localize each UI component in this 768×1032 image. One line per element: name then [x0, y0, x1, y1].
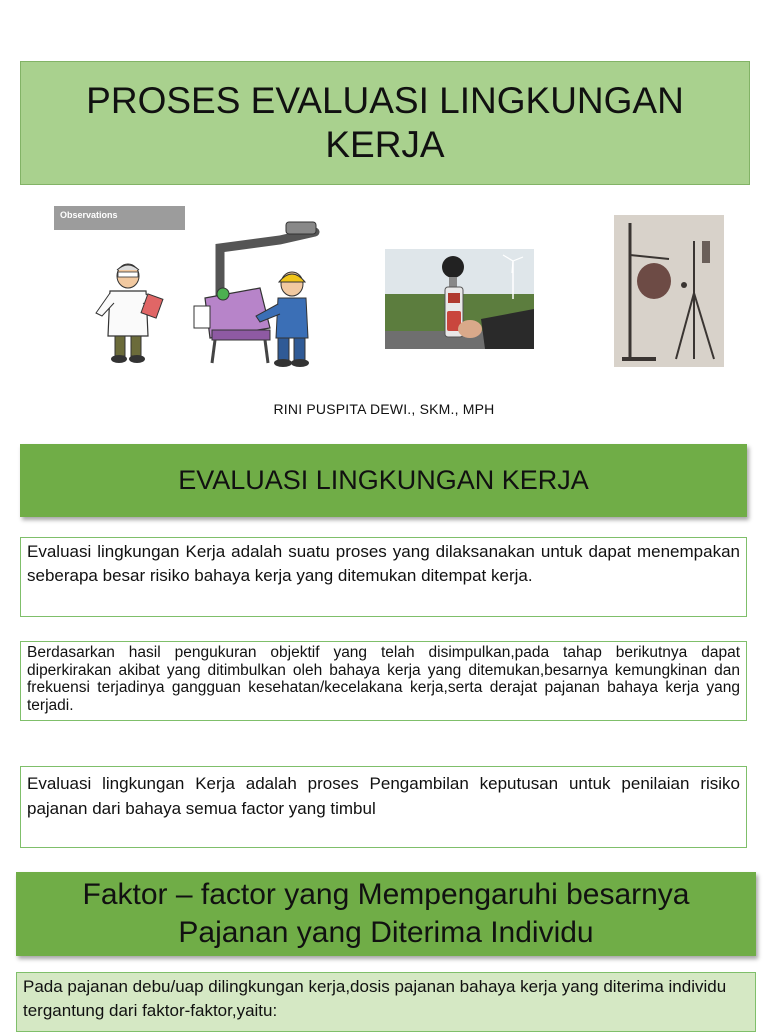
page-title-text: PROSES EVALUASI LINGKUNGAN KERJA: [86, 80, 684, 165]
observations-label: Observations: [54, 206, 185, 230]
definition-paragraph: Evaluasi lingkungan Kerja adalah suatu proses yang dilaksanakan untuk dapat menempakan seberapa besar risiko bahaya kerja yang ditemukan ditempat kerja.: [20, 537, 747, 617]
worker-fume-hood-image: [190, 218, 325, 370]
scientist-observer-image: [88, 258, 168, 366]
author-name: RINI PUSPITA DEWI., SKM., MPH: [273, 401, 495, 417]
section-heading-faktor-text: Faktor – factor yang Mempengaruhi besarnya Pajanan yang Diterima Individu: [82, 878, 690, 949]
section-heading-faktor: [16, 872, 756, 956]
section-heading-evaluasi-text: EVALUASI LINGKUNGAN KERJA: [178, 465, 589, 495]
vintage-instrument-photo: [614, 215, 724, 367]
sound-level-meter-photo: [385, 249, 534, 349]
exposure-factors-paragraph: Pada pajanan debu/uap dilingkungan kerja,dosis pajanan bahaya kerja yang diterima individu tergantung dari faktor-faktor,yaitu:: [16, 972, 756, 1032]
decision-paragraph: Evaluasi lingkungan Kerja adalah proses Pengambilan keputusan untuk penilaian risiko pajanan dari bahaya semua factor yang timbul: [20, 766, 747, 848]
section-heading-evaluasi: [20, 444, 747, 517]
page-title: [20, 61, 750, 185]
measurement-paragraph: Berdasarkan hasil pengukuran objektif yang telah disimpulkan,pada tahap berikutnya dapat diperkirakan akibat yang ditimbulkan oleh bahaya kerja yang ditemukan,besarnya kemungkinan dan frekuensi terjadinya gangguan kesehatan/kecelakana kerja,serta derajat pajanan bahaya kerja yang terjadi.: [20, 641, 747, 721]
